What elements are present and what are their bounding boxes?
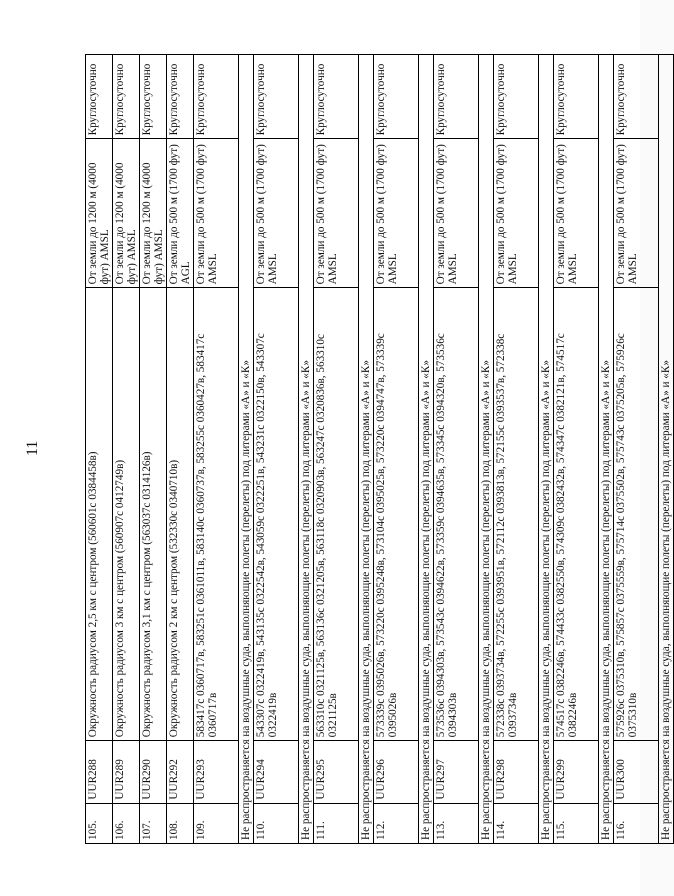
zone-description: 543307с 0322419в, 543135с 0322542в, 543059с 0322251в, 543231с 0322150в, 543307с 0322419в — [254, 288, 299, 741]
row-number: 115. — [554, 803, 599, 843]
operating-time: Круглосуточно — [254, 55, 299, 139]
zone-code: UUR295 — [314, 741, 359, 803]
table-row — [194, 55, 239, 844]
zone-code: UUR297 — [434, 741, 479, 803]
exception-note: Не распространяется на воздушные суда, выполняющие полеты (перелеты) под литерами «А» и «К» — [539, 55, 554, 844]
altitude-limits: От земли до 500 м (1700 фут) AMSL — [194, 139, 239, 288]
altitude-limits: От земли до 500 м (1700 фут) AMSL — [254, 139, 299, 288]
zone-description: 575926с 0375310в, 575857с 0375559в, 575714с 0375502в, 575743с 0375205в, 575926с 0375310в — [614, 288, 659, 741]
operating-time: Круглосуточно — [86, 55, 113, 139]
operating-time: Круглосуточно — [167, 55, 194, 139]
exception-note: Не распространяется на воздушные суда, выполняющие полеты (перелеты) под литерами «А» и «К» — [659, 55, 674, 844]
exception-note: Не распространяется на воздушные суда, выполняющие полеты (перелеты) под литерами «А» и «К» — [359, 55, 374, 844]
zone-code: UUR289 — [113, 741, 140, 803]
zone-description: 563310с 0321125в, 563136с 0321205в, 563118с 0320903в, 563247с 0320836в, 563310с 0321125в — [314, 288, 359, 741]
operating-time: Круглосуточно — [434, 55, 479, 139]
row-number: 110. — [254, 803, 299, 843]
zone-description: 574517с 0382246в, 574433с 0382550в, 574309с 0382432в, 574347с 0382121в, 574517с 0382246в — [554, 288, 599, 741]
zone-description: Окружность радиусом 2,5 км с центром (560601с 0384458в) — [86, 288, 113, 741]
operating-time: Круглосуточно — [614, 55, 659, 139]
table-row — [554, 55, 599, 844]
table-note-row — [599, 55, 614, 844]
row-number: 116. — [614, 803, 659, 843]
airspace-table — [85, 54, 674, 844]
altitude-limits: От земли до 1200 м (4000 фут) AMSL — [86, 139, 113, 288]
operating-time: Круглосуточно — [140, 55, 167, 139]
operating-time: Круглосуточно — [494, 55, 539, 139]
exception-note: Не распространяется на воздушные суда, выполняющие полеты (перелеты) под литерами «А» и «К» — [599, 55, 614, 844]
zone-description: 573339с 0395026в, 573220с 0395248в, 573104с 0395025в, 573220с 0394747в, 573339с 0395026в — [374, 288, 419, 741]
row-number: 107. — [140, 803, 167, 843]
table-row — [434, 55, 479, 844]
zone-description: Окружность радиусом 3,1 км с центром (563037с 0314126в) — [140, 288, 167, 741]
table-row — [374, 55, 419, 844]
altitude-limits: От земли до 500 м (1700 фут) AMSL — [374, 139, 419, 288]
operating-time: Круглосуточно — [194, 55, 239, 139]
row-number: 114. — [494, 803, 539, 843]
zone-code: UUR290 — [140, 741, 167, 803]
table-row — [494, 55, 539, 844]
table-row — [167, 55, 194, 844]
zone-code: UUR298 — [494, 741, 539, 803]
table-note-row — [299, 55, 314, 844]
table-note-row — [479, 55, 494, 844]
table-row — [113, 55, 140, 844]
exception-note: Не распространяется на воздушные суда, выполняющие полеты (перелеты) под литерами «А» и «К» — [239, 55, 254, 844]
operating-time: Круглосуточно — [314, 55, 359, 139]
exception-note: Не распространяется на воздушные суда, выполняющие полеты (перелеты) под литерами «А» и «К» — [419, 55, 434, 844]
altitude-limits: От земли до 500 м (1700 фут) AGL — [167, 139, 194, 288]
zone-code: UUR292 — [167, 741, 194, 803]
row-number: 105. — [86, 803, 113, 843]
row-number: 112. — [374, 803, 419, 843]
zone-description: Окружность радиусом 2 км с центром (532330с 0340710в) — [167, 288, 194, 741]
zone-description: Окружность радиусом 3 км с центром (560907с 0412749в) — [113, 288, 140, 741]
zone-code: UUR300 — [614, 741, 659, 803]
altitude-limits: От земли до 1200 м (4000 фут) AMSL — [113, 139, 140, 288]
altitude-limits: От земли до 500 м (1700 фут) AMSL — [554, 139, 599, 288]
altitude-limits: От земли до 500 м (1700 фут) AMSL — [494, 139, 539, 288]
zone-description: 583417с 0360717в, 583251с 0361011в, 583140с 0360737в, 583255с 0360427в, 583417с 0360717в — [194, 288, 239, 741]
row-number: 108. — [167, 803, 194, 843]
row-number: 106. — [113, 803, 140, 843]
table-note-row — [539, 55, 554, 844]
zone-code: UUR288 — [86, 741, 113, 803]
altitude-limits: От земли до 500 м (1700 фут) AMSL — [614, 139, 659, 288]
row-number: 109. — [194, 803, 239, 843]
zone-description: 572338с 0393734в, 572255с 0393951в, 572112с 0393813в, 572155с 0393537в, 572338с 0393734в — [494, 288, 539, 741]
table-note-row — [359, 55, 374, 844]
operating-time: Круглосуточно — [374, 55, 419, 139]
zone-code: UUR299 — [554, 741, 599, 803]
operating-time: Круглосуточно — [113, 55, 140, 139]
row-number: 111. — [314, 803, 359, 843]
table-note-row — [239, 55, 254, 844]
table-note-row — [419, 55, 434, 844]
zone-code: UUR293 — [194, 741, 239, 803]
table-row — [254, 55, 299, 844]
table-row — [140, 55, 167, 844]
table-note-row — [659, 55, 674, 844]
page-number: 11 — [24, 440, 41, 456]
zone-description: 573536с 0394303в, 573543с 0394622в, 573359с 0394635в, 573345с 0394320в, 573536с 0394303в — [434, 288, 479, 741]
airspace-table-body — [86, 55, 674, 844]
exception-note: Не распространяется на воздушные суда, выполняющие полеты (перелеты) под литерами «А» и «К» — [299, 55, 314, 844]
zone-code: UUR294 — [254, 741, 299, 803]
table-row — [86, 55, 113, 844]
row-number: 113. — [434, 803, 479, 843]
table-row — [614, 55, 659, 844]
table-row — [314, 55, 359, 844]
zone-code: UUR296 — [374, 741, 419, 803]
altitude-limits: От земли до 500 м (1700 фут) AMSL — [434, 139, 479, 288]
altitude-limits: От земли до 1200 м (4000 фут) AMSL — [140, 139, 167, 288]
operating-time: Круглосуточно — [554, 55, 599, 139]
exception-note: Не распространяется на воздушные суда, выполняющие полеты (перелеты) под литерами «А» и «К» — [479, 55, 494, 844]
altitude-limits: От земли до 500 м (1700 фут) AMSL — [314, 139, 359, 288]
